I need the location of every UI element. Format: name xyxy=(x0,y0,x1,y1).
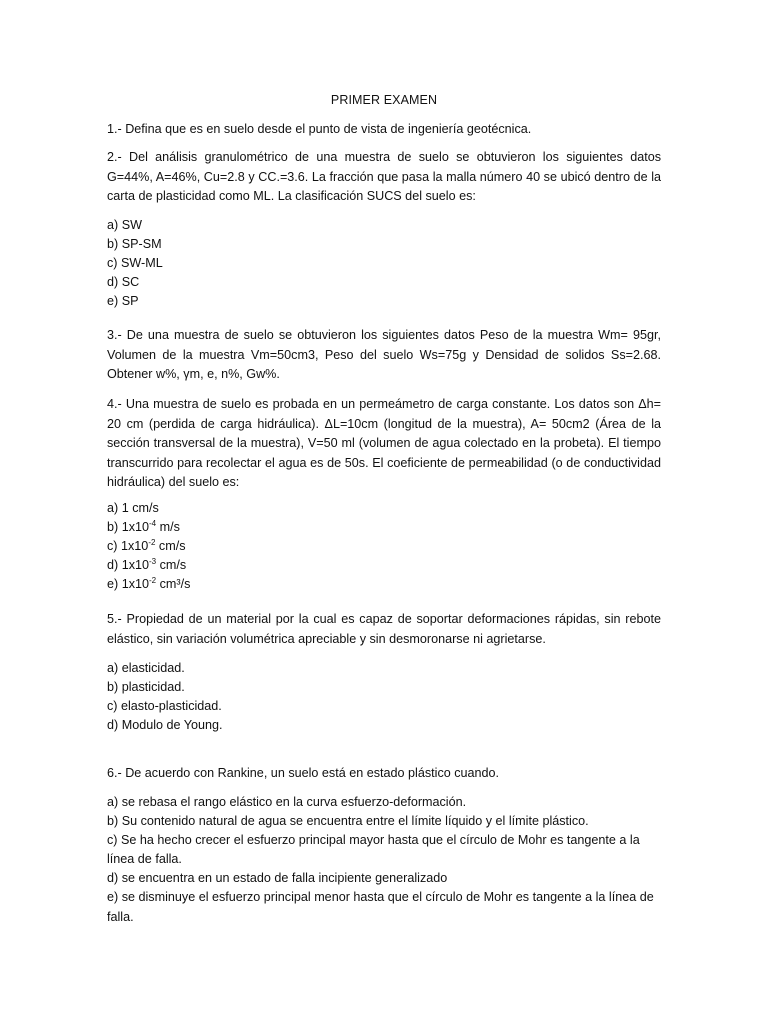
option-exponent: -3 xyxy=(149,557,157,567)
option-item xyxy=(107,518,661,537)
option-item: e) se disminuye el esfuerzo principal menor hasta que el círculo de Mohr es tangente a la línea de falla. xyxy=(107,890,654,924)
option-item: d) se encuentra en un estado de falla incipiente generalizado xyxy=(107,871,448,886)
exam-title: PRIMER EXAMEN xyxy=(330,93,438,107)
option-item: b) Su contenido natural de agua se encuentra entre el límite líquido y el límite plástico. xyxy=(107,814,589,829)
option-unit: cm/s xyxy=(155,539,186,554)
option-item: b) SP-SM xyxy=(107,237,162,252)
option-text: a) 1 cm/s xyxy=(107,501,159,515)
question-1: 1.- Defina que es en suelo desde el punto de vista de ingeniería geotécnica. xyxy=(107,122,532,136)
option-text: b) 1x10 xyxy=(107,520,150,535)
option-exponent: -2 xyxy=(148,538,156,548)
option-item: a) se rebasa el rango elástico en la curva esfuerzo-deformación. xyxy=(107,795,467,809)
question-5: 5.- Propiedad de un material por la cual es capaz de soportar deformaciones rápidas, sin rebote elástico, sin variación volumétrica apreciable y sin desmoronarse ni agrietarse. xyxy=(107,612,661,646)
option-text: e) 1x10 xyxy=(107,577,150,592)
option-item: d) Modulo de Young. xyxy=(107,718,223,733)
question-4: 4.- Una muestra de suelo es probada en un permeámetro de carga constante. Los datos son Δh= 20 cm (perdida de carga hidráulica). ΔL=10cm (longitud de la muestra), A= 50cm2 (Área de la sección transversal de la muestra), V=50 ml (volumen de agua colectado en la probeta). El tiempo transcurrido para recolectar el agua es de 50s. El coeficiente de permeabilidad (o de conductividad hidráulica) del suelo es: xyxy=(107,397,661,489)
question-6: 6.- De acuerdo con Rankine, un suelo está en estado plástico cuando. xyxy=(107,766,500,780)
option-item: c) Se ha hecho crecer el esfuerzo principal mayor hasta que el círculo de Mohr es tangente a la línea de falla. xyxy=(107,833,640,867)
option-item xyxy=(107,499,661,518)
option-item: a) SW xyxy=(107,218,142,232)
option-item xyxy=(107,556,661,575)
option-item xyxy=(107,537,661,556)
option-unit: m/s xyxy=(156,520,180,535)
question-2: 2.- Del análisis granulométrico de una muestra de suelo se obtuvieron los siguientes datos G=44%, A=46%, Cu=2.8 y CC.=3.6. La fracción que pasa la malla número 40 se ubicó dentro de la carta de plasticidad como ML. La clasificación SUCS del suelo es: xyxy=(107,150,661,203)
option-item: b) plasticidad. xyxy=(107,680,185,695)
option-item: c) elasto-plasticidad. xyxy=(107,699,222,714)
question-4-options xyxy=(107,499,661,594)
option-exponent: -2 xyxy=(149,576,157,586)
option-unit: cm/s xyxy=(156,558,187,573)
option-item: a) elasticidad. xyxy=(107,661,185,675)
question-2-options xyxy=(107,216,661,311)
option-item xyxy=(107,575,661,594)
option-text: c) 1x10 xyxy=(107,539,149,554)
question-5-options xyxy=(107,659,661,735)
option-unit: cm³/s xyxy=(156,577,191,592)
option-text: d) 1x10 xyxy=(107,558,150,573)
option-item: d) SC xyxy=(107,275,140,290)
question-6-options xyxy=(107,793,661,927)
option-item: e) SP xyxy=(107,294,139,309)
question-3: 3.- De una muestra de suelo se obtuvieron los siguientes datos Peso de la muestra Wm= 95gr, Volumen de la muestra Vm=50cm3, Peso del suelo Ws=75g y Densidad de solidos Ss=2.68. Obtener w%, γm, e, n%, Gw%. xyxy=(107,328,661,381)
option-exponent: -4 xyxy=(149,519,157,529)
option-item: c) SW-ML xyxy=(107,256,163,271)
